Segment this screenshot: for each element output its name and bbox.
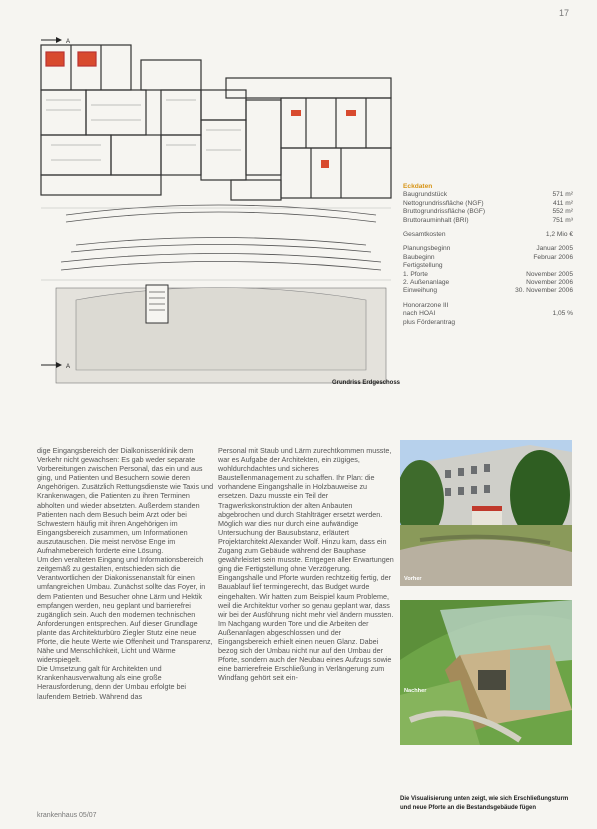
section-marker-bottom: A [66,364,71,370]
photo-after [400,600,572,745]
fact-value: November 2005 [526,270,573,278]
body-column-1 [37,446,215,701]
fact-row [403,302,573,310]
fact-value: 411 m² [552,199,573,207]
fact-row [403,200,573,208]
fact-label: Bruttogrundrissfläche (BGF) [403,208,486,216]
photo-before-label: Vorher [404,576,422,582]
fact-label: Bruttorauminhalt (BRI) [403,216,469,224]
fact-label: Nettogrundrissfläche (NGF) [403,199,484,207]
body-text: Personal mit Staub und Lärm zurechtkommen musste, war es Aufgabe der Architekten, ein zügiges, wohldurchdachtes und sicheres Baustellenmanagement zu schaffen. Ihr Plan: die vorhandene Eingangshalle in Holzbauweise zu ersetzen. Dazu musste ein Teil der Tragwerkskonstruktion der alten Anbauten abgebrochen und durch Stahlträger ersetzt werden. Möglich war dies nur durch eine aufwändige Untersuchung der Bausubstanz, erläutert Projektarchitekt Alexander Wolf. Hinzu kam, dass ein Zugang zum Gebäude während der Bauphase gewährleistet sein musste. Entgegen aller Erwartungen ging die Fertigstellung ohne Verzögerung. Eingangshalle und Pforte wurden rechtzeitig fertig, der Bauablauf lief termingerecht, das Budget wurde eingehalten. Wir hatten zum Beispiel kaum Probleme, weil die Architektur vorher so genau geplant war, dass wir bei der Ausführung nicht mehr viel ändern mussten. Im Nachgang wurden Tore und die Arbeiten der Außenanlagen abgeschlossen und der Eingangsbereich erhielt einen neuen Glanz. Dabei bezog sich der Umbau nicht nur auf den Umbau der Pforte, sondern auch der Neubau eines Aufzugs sowie eine barrierefreie Erschließung in Verlängerung zum Windfang gehört seit ein- [218,446,394,683]
fact-row [403,271,573,279]
fact-row [403,319,573,327]
fact-label: 1. Pforte [403,270,428,278]
photo-before [400,440,572,586]
fact-value: 1,05 % [552,310,573,318]
fact-row [403,217,573,225]
fact-value: Januar 2005 [536,245,573,253]
fact-label: Baubeginn [403,253,435,261]
fact-label: Gesamtkosten [403,231,446,239]
fact-row [403,191,573,199]
photo-after-label: Nachher [404,688,427,694]
fact-value: 751 m³ [552,216,573,224]
fact-row [403,245,573,253]
fact-row [403,208,573,216]
footer-publication: krankenhaus 05/07 [37,812,97,819]
fact-label: plus Förderantrag [403,318,456,326]
photo-caption: Die Visualisierung unten zeigt, wie sich Erschließungsturm und neue Pforte an die Bestandsgebäude fügen [400,796,569,811]
body-text: dige Eingangsbereich der Dialkonissenklinik dem Verkehr nicht gewachsen: Es gab weder separate Vorbereitungen zwischen Personal, das ein und aus ging, und Patienten und Besuchern sowie deren Angehörigen. Zusätzlich Rettungsdienste wie Taxis und Krankenwagen, die Patienten zu ihren Terminen abholten und wieder absetzten. Außerdem standen Patienten nach dem Besuch beim Arzt oder bei Schwestern häufig mit ihren Angehörigen im Eingangsbereich zusammen, um Informationen auszutauschen. Die meist nervöse Enge im Aufnahmebereich forderte eine Lösung. Um den veralteten Eingang und Informationsbereich zeitgemäß zu gestalten, entschieden sich die Verantwortlichen der Diakonissenanstalt für einen umfangreichen Umbau. Zunächst sollte das Foyer, in dem Patienten und Besucher ohne Lärm und Hektik empfangen werden, neu geplant und barrierefrei zugänglich sein. Auch den modernen technischen Anforderungen entsprechen. Auf dieser Grundlage plante das Architekturbüro Ziegler Stutz eine neue Pforte, die heute Werte wie Offenheit und Transparenz, Nähe und Menschlichkeit, Licht und Wärme widerspiegelt. Die Umsetzung galt für Architekten und Krankenhausverwaltung als eine große Herausforderung, denn der Umbau erfolgte bei laufendem Betrieb. Während das [37,446,214,701]
fact-row [403,287,573,295]
fact-label: 2. Außenanlage [403,279,450,287]
fact-value: 30. November 2006 [515,287,573,295]
floor-plan-drawing [36,30,394,395]
page-number: 17 [558,8,569,18]
fact-row [403,254,573,262]
fact-row [403,231,573,239]
fact-box [403,183,573,327]
fact-row [403,310,573,318]
body-column-2 [218,446,396,682]
fact-label: nach HOAI [403,310,436,318]
fact-label: Planungsbeginn [403,245,451,253]
fact-box-title: Eckdaten [403,183,433,190]
fact-value: Februar 2006 [533,253,573,261]
fact-label: Fertigstellung [403,262,443,270]
fact-row [403,262,573,270]
fact-value: 571 m² [552,191,573,199]
fact-value: 552 m² [552,208,573,216]
fact-row [403,279,573,287]
fact-value: November 2006 [526,279,573,287]
fact-label: Honorarzone III [403,301,449,309]
fact-value: 1,2 Mio € [545,231,573,239]
fact-label: Einweihung [403,287,438,295]
section-marker-top: A [66,39,71,45]
fact-label: Baugrundstück [403,191,447,199]
plan-caption: Grundriss Erdgeschoss [332,380,401,386]
